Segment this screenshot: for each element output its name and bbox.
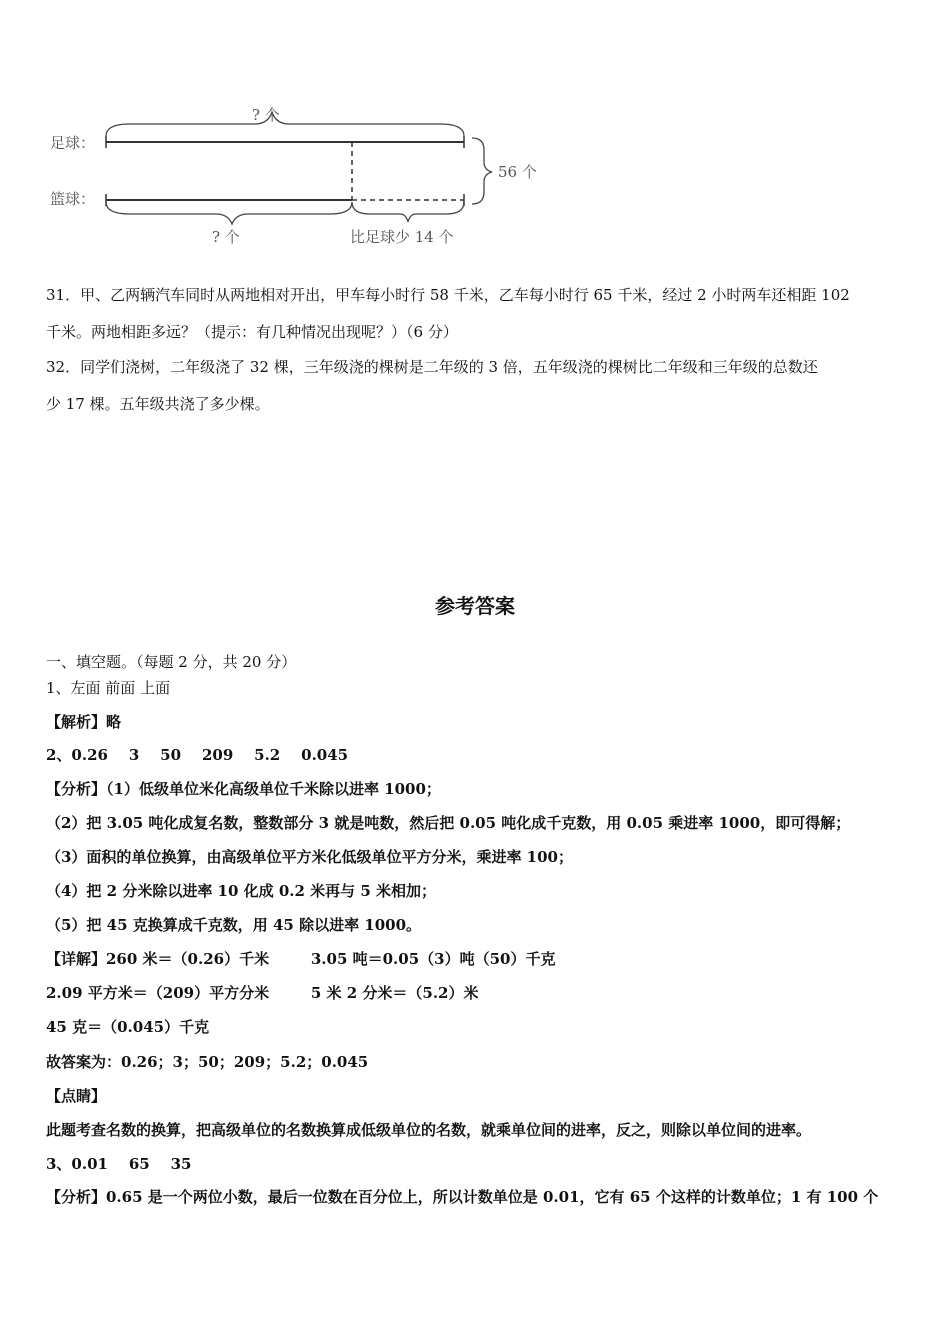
answer-2-detail-1: 【详解】260 米＝（0.26）千米 3.05 吨＝0.05（3）吨（50）千克	[46, 950, 556, 968]
diagram-svg	[40, 98, 560, 258]
answer-1-analysis: 【解析】略	[46, 713, 122, 731]
answers-title: 参考答案	[435, 594, 515, 618]
answer-2-analysis-2: （2）把 3.05 吨化成复名数，整数部分 3 就是吨数，然后把 0.05 吨化成千克数，用 0.05 乘进率 1000，即可得解；	[46, 814, 851, 832]
football-label: 足球：	[50, 134, 96, 152]
bottom-right-brace	[352, 202, 464, 222]
question-32-line-1: 32．同学们浇树，二年级浇了 32 棵，三年级浇的棵树是二年级的 3 倍，五年级浇的棵树比二年级和三年级的总数还	[46, 358, 818, 376]
answer-2-detail-3: 45 克＝（0.045）千克	[46, 1018, 210, 1036]
bottom-left-brace	[106, 202, 352, 224]
answer-3-analysis: 【分析】0.65 是一个两位小数，最后一位数在百分位上，所以计数单位是 0.01，它有 65 个这样的计数单位；1 有 100 个	[46, 1188, 879, 1206]
answer-2-point-title: 【点睛】	[46, 1087, 107, 1105]
answer-2-point: 此题考查名数的换算，把高级单位的名数换算成低级单位的名数，就乘单位间的进率，反之，则除以单位间的进率。	[46, 1121, 812, 1139]
answer-2-analysis-4: （4）把 2 分米除以进率 10 化成 0.2 米再与 5 米相加；	[46, 882, 437, 900]
question-32-line-2: 少 17 棵。五年级共浇了多少棵。	[46, 395, 270, 413]
diff-label: 比足球少 14 个	[350, 228, 454, 246]
line-segment-diagram	[40, 98, 560, 258]
answer-2: 2、0.26 3 50 209 5.2 0.045	[46, 746, 349, 764]
answer-2-analysis-1: 【分析】（1）低级单位米化高级单位千米除以进率 1000；	[46, 780, 441, 798]
right-brace	[472, 138, 492, 204]
section-1-heading: 一、填空题。（每题 2 分，共 20 分）	[46, 653, 297, 671]
top-brace	[106, 112, 464, 136]
answer-3: 3、0.01 65 35	[46, 1155, 192, 1173]
total-label: 56 个	[498, 163, 537, 181]
bottom-question-label: ? 个	[212, 228, 240, 246]
question-31-line-1: 31．甲、乙两辆汽车同时从两地相对开出，甲车每小时行 58 千米，乙车每小时行 65 千米，经过 2 小时两车还相距 102	[46, 286, 850, 304]
answer-2-final: 故答案为：0.26；3；50；209；5.2；0.045	[46, 1053, 369, 1071]
basketball-label: 篮球：	[50, 190, 96, 208]
answer-2-analysis-3: （3）面积的单位换算，由高级单位平方米化低级单位平方分米，乘进率 100；	[46, 848, 573, 866]
answer-2-detail-2: 2.09 平方米＝（209）平方分米 5 米 2 分米＝（5.2）米	[46, 984, 479, 1002]
question-31-line-2: 千米。两地相距多远？（提示：有几种情况出现呢？）（6 分）	[46, 323, 458, 341]
answer-2-analysis-5: （5）把 45 克换算成千克数，用 45 除以进率 1000。	[46, 916, 422, 934]
top-question-label: ? 个	[252, 106, 280, 124]
answer-1: 1、左面 前面 上面	[46, 679, 171, 697]
